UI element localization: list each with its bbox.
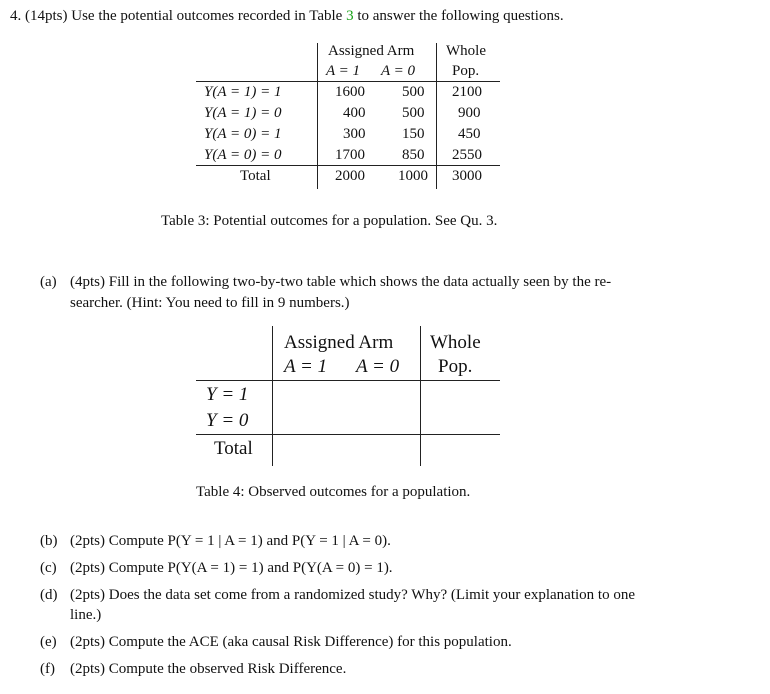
t4-fill-cell-total-whole[interactable] xyxy=(422,436,498,464)
t4-rule xyxy=(196,380,500,381)
t3-header-arm0: A = 0 xyxy=(381,63,416,79)
t3-cell: 2000 xyxy=(335,168,365,184)
t4-row-label: Total xyxy=(214,438,253,459)
t4-header-whole: Whole xyxy=(430,332,481,353)
t3-rule xyxy=(196,81,500,82)
t4-fill-cell-whole[interactable] xyxy=(422,384,498,434)
question-points: (14pts) xyxy=(25,8,68,24)
t3-cell: 400 xyxy=(343,105,366,121)
t3-row-label: Total xyxy=(240,168,271,184)
t4-header-assigned-arm: Assigned Arm xyxy=(284,332,394,353)
table-reference-link[interactable]: 3 xyxy=(346,8,354,24)
question-heading xyxy=(10,8,564,25)
t4-divider xyxy=(272,326,273,466)
t3-header-whole: Whole xyxy=(446,43,486,59)
t4-divider xyxy=(420,326,421,466)
part-c-text: (2pts) Compute P(Y(A = 1) = 1) and P(Y(A = 0) = 1). xyxy=(70,560,393,576)
t3-divider xyxy=(436,43,437,189)
part-f-label: (f) xyxy=(40,661,55,677)
t3-cell: 1600 xyxy=(335,84,365,100)
t4-fill-cell-arms[interactable] xyxy=(274,384,420,434)
part-b-label: (b) xyxy=(40,533,58,549)
question-text-before: Use the potential outcomes recorded in Table xyxy=(71,8,343,24)
part-a-label: (a) xyxy=(40,274,57,290)
t3-cell: 1700 xyxy=(335,147,365,163)
t3-cell: 450 xyxy=(458,126,481,142)
t3-cell: 2550 xyxy=(452,147,482,163)
part-e-text: (2pts) Compute the ACE (aka causal Risk Difference) for this population. xyxy=(70,634,512,650)
t3-row-label: Y(A = 1) = 0 xyxy=(204,105,282,121)
part-a-text-line2: searcher. (Hint: You need to fill in 9 numbers.) xyxy=(70,295,350,311)
question-number: 4. xyxy=(10,8,22,24)
table-potential-outcomes xyxy=(196,43,500,189)
t3-cell: 300 xyxy=(343,126,366,142)
t3-row-label: Y(A = 1) = 1 xyxy=(204,84,282,100)
t4-header-arm0: A = 0 xyxy=(356,356,400,377)
t4-rule xyxy=(196,434,500,435)
t3-cell: 500 xyxy=(402,105,425,121)
part-d-text-line2: line.) xyxy=(70,607,102,623)
t3-cell: 1000 xyxy=(398,168,428,184)
table-observed-outcomes xyxy=(196,326,500,466)
t3-cell: 150 xyxy=(402,126,425,142)
t3-rule xyxy=(196,165,500,166)
question-text-after: to answer the following questions. xyxy=(357,8,564,24)
t3-header-arm1: A = 1 xyxy=(326,63,361,79)
part-e-label: (e) xyxy=(40,634,57,650)
t4-header-arm1: A = 1 xyxy=(284,356,328,377)
part-d-text: (2pts) Does the data set come from a randomized study? Why? (Limit your explanation to one xyxy=(70,587,635,603)
part-b-text: (2pts) Compute P(Y = 1 | A = 1) and P(Y = 1 | A = 0). xyxy=(70,533,391,549)
table3-caption: Table 3: Potential outcomes for a population. See Qu. 3. xyxy=(161,213,498,229)
t3-cell: 500 xyxy=(402,84,425,100)
part-c-label: (c) xyxy=(40,560,57,576)
part-a-text-line1: (4pts) Fill in the following two-by-two table which shows the data actually seen by the re- xyxy=(70,274,612,290)
t3-cell: 2100 xyxy=(452,84,482,100)
t3-cell: 850 xyxy=(402,147,425,163)
t3-header-pop: Pop. xyxy=(452,63,480,79)
t3-row-label: Y(A = 0) = 1 xyxy=(204,126,282,142)
part-d-label: (d) xyxy=(40,587,58,603)
t4-row-label: Y = 1 xyxy=(206,384,249,405)
t3-divider xyxy=(317,43,318,189)
t4-row-label: Y = 0 xyxy=(206,410,249,431)
part-f-text: (2pts) Compute the observed Risk Difference. xyxy=(70,661,347,677)
table4-caption: Table 4: Observed outcomes for a population. xyxy=(196,484,471,500)
t3-cell: 900 xyxy=(458,105,481,121)
t4-header-pop: Pop. xyxy=(438,356,473,377)
t3-header-assigned-arm: Assigned Arm xyxy=(328,43,415,59)
t3-cell: 3000 xyxy=(452,168,482,184)
t4-fill-cell-total-arms[interactable] xyxy=(274,436,420,464)
t3-row-label: Y(A = 0) = 0 xyxy=(204,147,282,163)
